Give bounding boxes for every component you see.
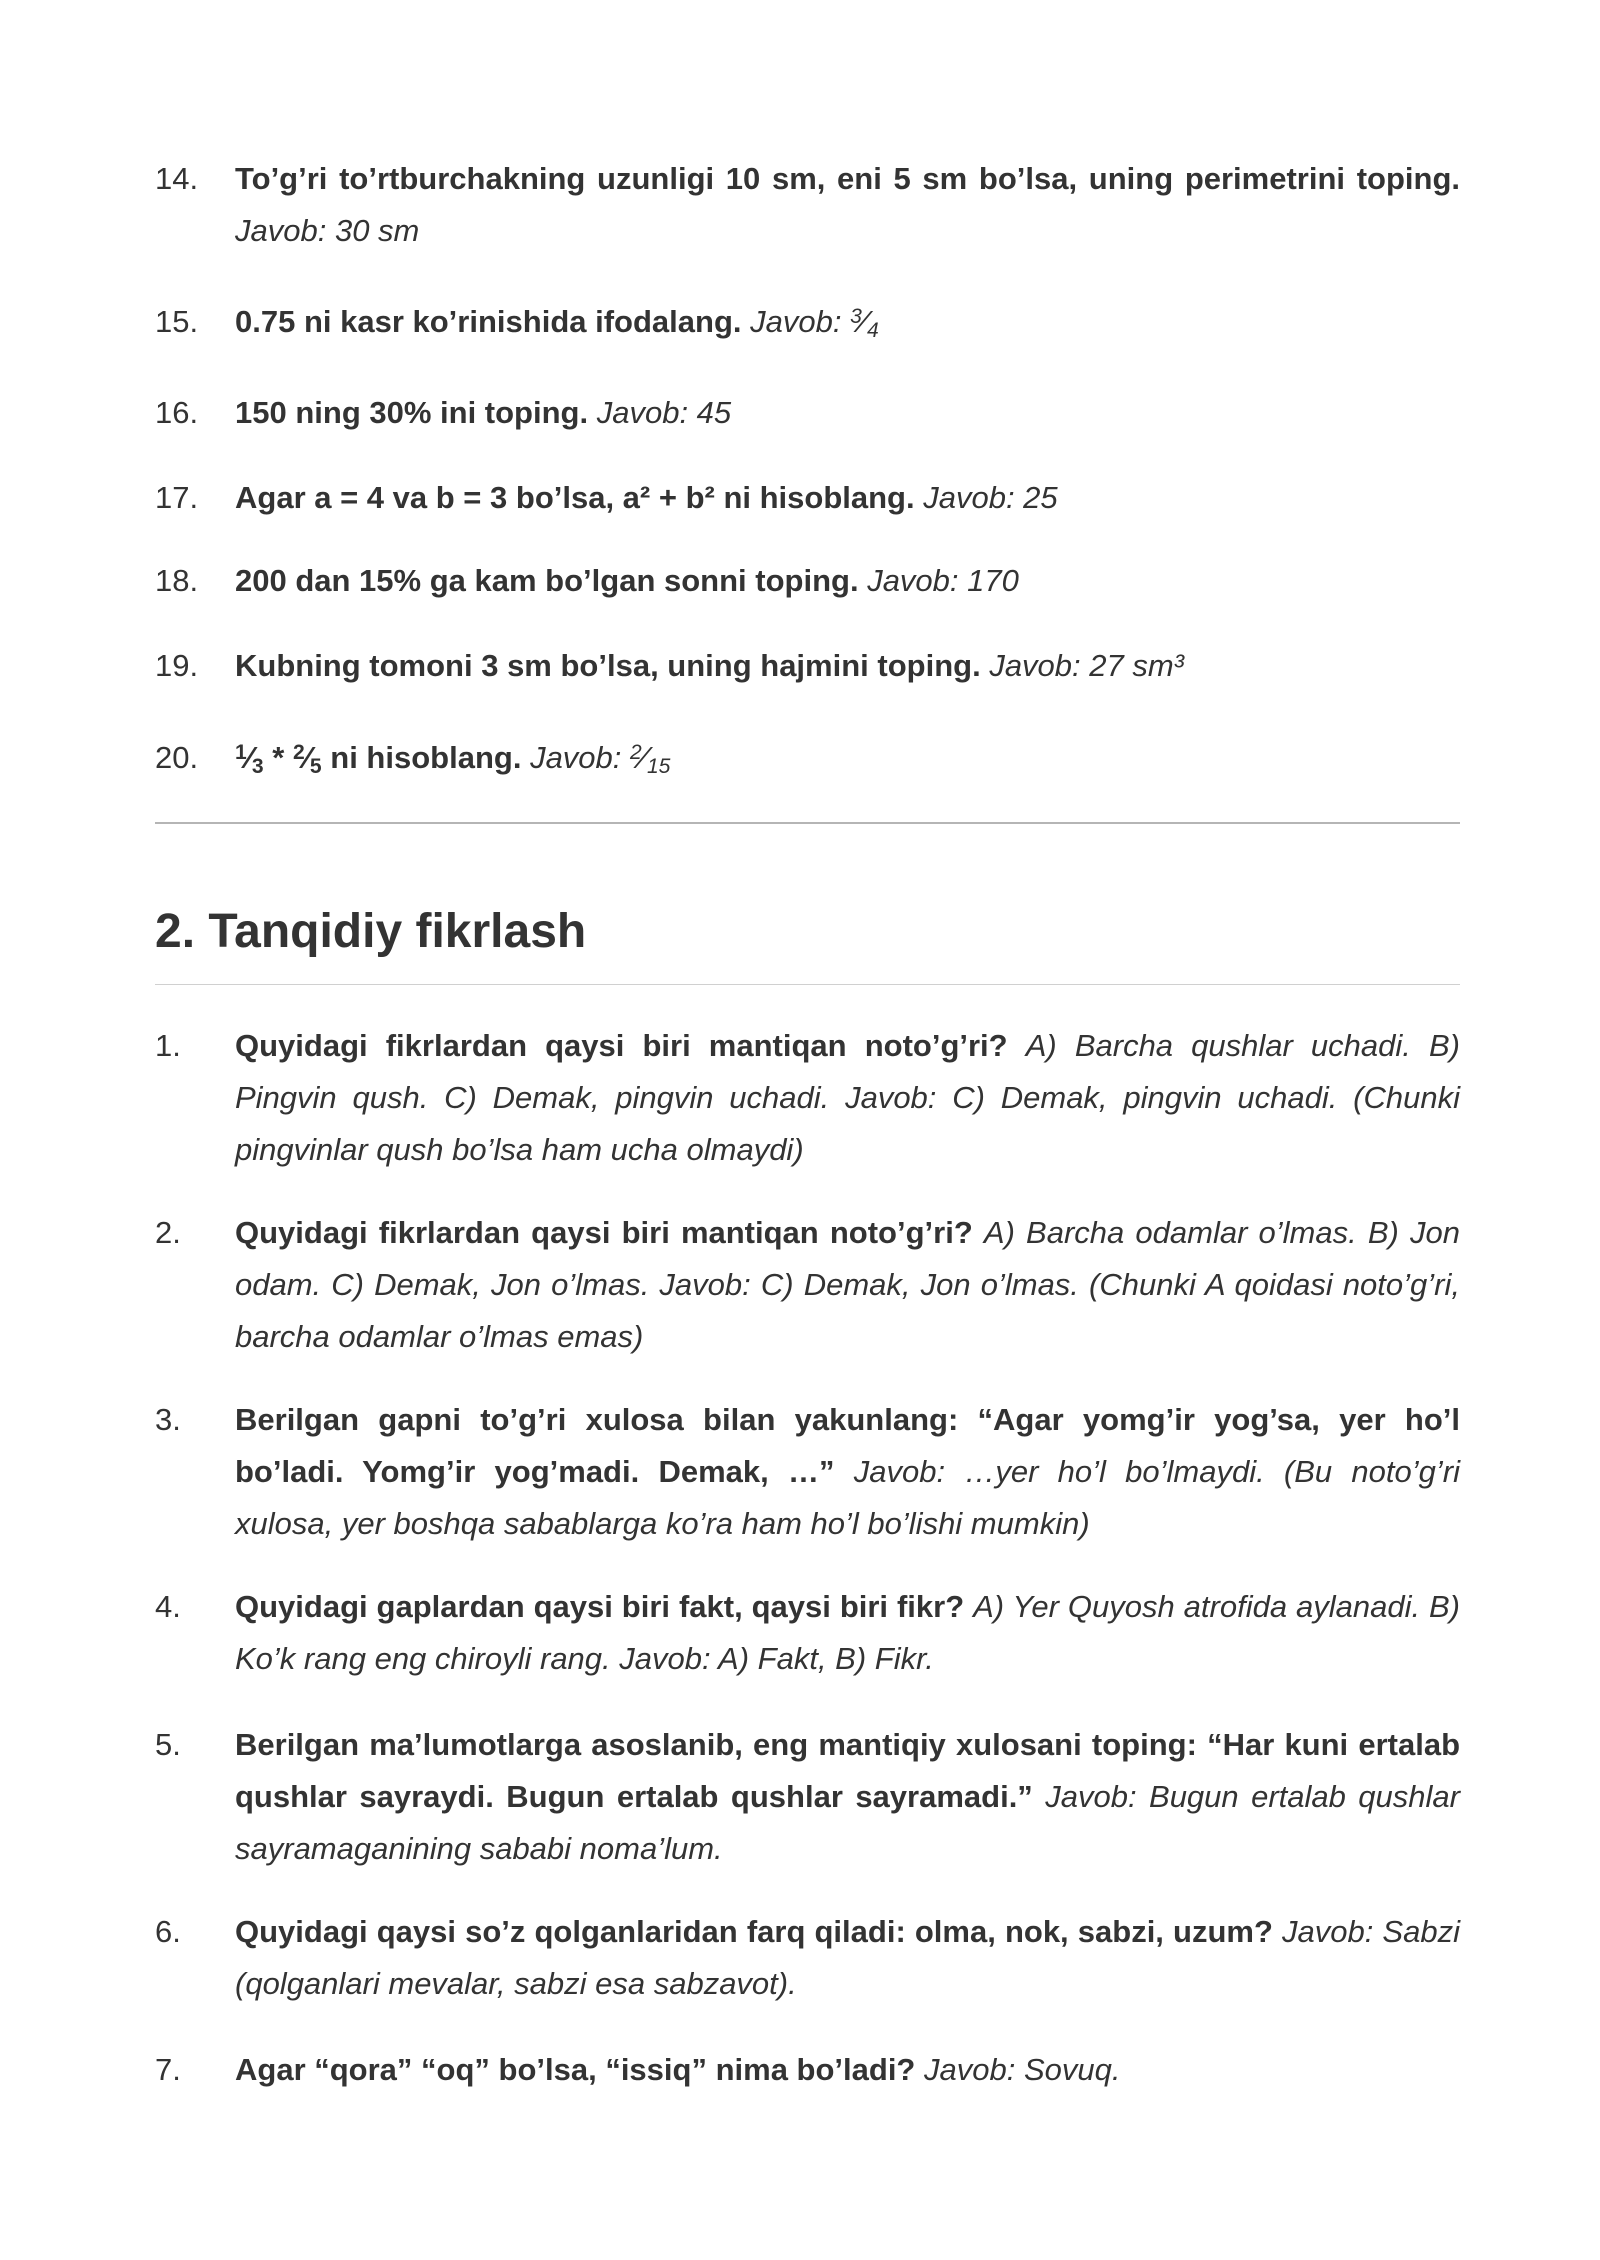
answer-text: Javob: 30 sm	[235, 213, 420, 248]
answer-text: Javob: Sabzi (qolganlari mevalar, sabzi esa sabzavot).	[235, 1914, 1460, 2001]
item-number: 19.	[155, 648, 199, 683]
question-text: Berilgan gapni to’g’ri xulosa bilan yakunlang: “Agar yomg’ir yog’sa, yer ho’l bo’ladi. Yomg’ir yog’madi. Demak, …”	[235, 1402, 1460, 1489]
item-number: 18.	[155, 563, 199, 598]
question-item-7	[155, 2044, 1460, 2096]
answer-text: A) Yer Quyosh atrofida aylanadi. B) Ko’k rang eng chiroyli rang. Javob: A) Fakt, B) Fikr.	[235, 1589, 1461, 1676]
question-item-2	[155, 1207, 1460, 1363]
answer-prefix: Javob:	[750, 304, 842, 339]
item-number: 15.	[155, 304, 199, 339]
item-number: 14.	[155, 161, 199, 196]
question-fraction-2: $^2⁄_5$	[292, 740, 322, 779]
question-item-4	[155, 1581, 1460, 1685]
question-item-3	[155, 1394, 1460, 1550]
fraction-denominator: 3	[251, 755, 264, 779]
question-item-17	[155, 472, 1460, 524]
answer-text: Javob: 45	[596, 395, 732, 430]
answer-text: Javob: Bugun ertalab qushlar sayramaganining sababi noma’lum.	[235, 1779, 1460, 1866]
question-item-1	[155, 1020, 1460, 1176]
item-number: 4.	[155, 1589, 181, 1624]
fraction-numerator: 2	[630, 740, 642, 764]
fraction-denominator: 5	[309, 755, 322, 779]
answer-text: Javob: 170	[867, 563, 1019, 598]
fraction-denominator: 4	[867, 319, 879, 343]
answer-text: Javob: 27 sm³	[989, 648, 1185, 683]
answer-text: A) Barcha odamlar o’lmas. B) Jon odam. C) Demak, Jon o’lmas. Javob: C) Demak, Jon o’lmas. (Chunki A qoidasi noto’g’ri, barcha odamlar o’lmas emas)	[235, 1215, 1460, 1354]
question-item-18	[155, 555, 1460, 607]
question-text: To’g’ri to’rtburchakning uzunligi 10 sm, eni 5 sm bo’lsa, uning perimetrini toping.	[235, 161, 1460, 196]
item-number: 7.	[155, 2052, 181, 2087]
horizontal-rule	[155, 822, 1460, 824]
answer-fraction: $^2⁄_{15}$	[630, 740, 671, 779]
answer-prefix: Javob:	[530, 740, 622, 775]
item-number: 2.	[155, 1215, 181, 1250]
question-item-20	[155, 732, 1460, 784]
item-number: 3.	[155, 1402, 181, 1437]
fraction-denominator: 15	[646, 755, 671, 779]
question-text: Agar “qora” “oq” bo’lsa, “issiq” nima bo’ladi?	[235, 2052, 916, 2087]
question-text: 150 ning 30% ini toping.	[235, 395, 589, 430]
question-item-6	[155, 1906, 1460, 2010]
question-item-5	[155, 1719, 1460, 1875]
item-number: 17.	[155, 480, 199, 515]
question-text: Berilgan ma’lumotlarga asoslanib, eng mantiqiy xulosani toping: “Har kuni ertalab qushlar sayraydi. Bugun ertalab qushlar sayramadi.”	[235, 1727, 1460, 1814]
item-number: 5.	[155, 1727, 181, 1762]
question-tail: ni hisoblang.	[330, 740, 522, 775]
question-text: Quyidagi fikrlardan qaysi biri mantiqan noto’g’ri?	[235, 1028, 1008, 1063]
item-number: 1.	[155, 1028, 181, 1063]
answer-text: Javob: Sovuq.	[924, 2052, 1121, 2087]
question-text: Kubning tomoni 3 sm bo’lsa, uning hajmini toping.	[235, 648, 981, 683]
question-fraction-1: $^1⁄_3$	[235, 740, 264, 779]
answer-fraction: $^3⁄_4$	[850, 304, 879, 343]
question-item-19	[155, 640, 1460, 692]
answer-text	[530, 740, 671, 779]
item-number: 20.	[155, 740, 199, 775]
question-text	[235, 740, 530, 779]
fraction-numerator: 2	[292, 740, 305, 764]
fraction-numerator: 1	[235, 740, 247, 764]
answer-text: Javob: 25	[923, 480, 1058, 515]
heading-underline	[155, 984, 1460, 985]
question-text: Quyidagi fikrlardan qaysi biri mantiqan noto’g’ri?	[235, 1215, 973, 1250]
item-number: 6.	[155, 1914, 181, 1949]
item-number: 16.	[155, 395, 199, 430]
answer-text: Javob: …yer ho’l bo’lmaydi. (Bu noto’g’ri xulosa, yer boshqa sabablarga ko’ra ham ho’l bo’lishi mumkin)	[235, 1454, 1460, 1541]
question-operator: *	[272, 740, 285, 775]
answer-text: A) Barcha qushlar uchadi. B) Pingvin qush. C) Demak, pingvin uchadi. Javob: C) Demak, pingvin uchadi. (Chunki pingvinlar qush bo’lsa ham ucha olmaydi)	[235, 1028, 1460, 1167]
question-item-16	[155, 387, 1460, 439]
question-text: Quyidagi gaplardan qaysi biri fakt, qaysi biri fikr?	[235, 1589, 965, 1624]
question-text: 0.75 ni kasr ko’rinishida ifodalang.	[235, 304, 742, 339]
answer-text	[750, 304, 879, 343]
question-item-14	[155, 153, 1460, 257]
question-text: Agar a = 4 va b = 3 bo’lsa, a² + b² ni hisoblang.	[235, 480, 915, 515]
fraction-numerator: 3	[850, 304, 862, 328]
section-heading: 2. Tanqidiy fikrlash	[155, 905, 587, 958]
question-text: 200 dan 15% ga kam bo’lgan sonni toping.	[235, 563, 859, 598]
question-text: Quyidagi qaysi so’z qolganlaridan farq qiladi: olma, nok, sabzi, uzum?	[235, 1914, 1273, 1949]
question-item-15	[155, 296, 1460, 348]
